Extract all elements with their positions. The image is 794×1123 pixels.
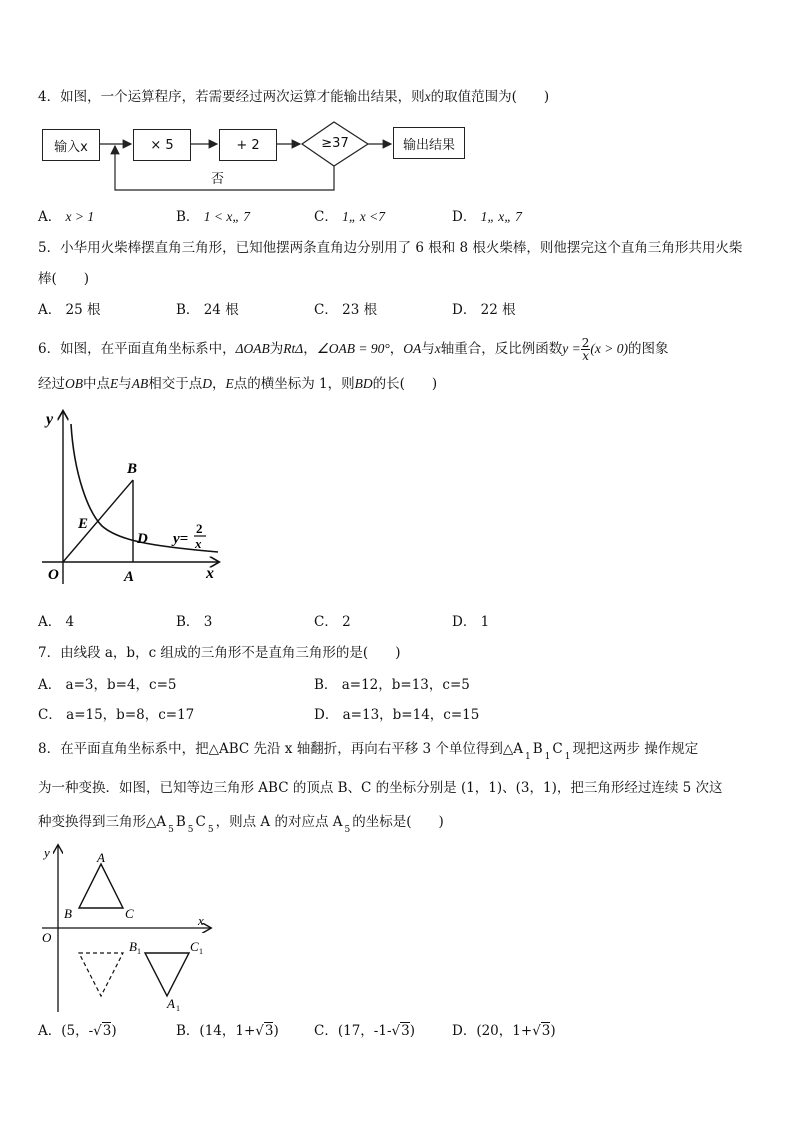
q6-segment-ob bbox=[63, 480, 133, 562]
q4-stem-text: 4．如图，一个运算程序，若需要经过两次运算才能输出结果，则 bbox=[38, 89, 425, 105]
flow-input-box: 输入x bbox=[42, 129, 100, 161]
q8-option-d[interactable]: D．(20，1+√3) bbox=[452, 1023, 556, 1039]
q7-option-c[interactable]: C． a=15，b=8，c=17 bbox=[38, 707, 195, 723]
q6-label-y: y bbox=[46, 411, 54, 428]
q8-label-a: A bbox=[97, 850, 105, 865]
q8-stem-line3: 种变换得到三角形△A $_5$ B $_5$ C $_5$ ，则点 A 的对应点 A $_5$ 的坐标是( ) bbox=[38, 814, 444, 835]
flow-output-box: 输出结果 bbox=[393, 127, 465, 159]
q8-label-c1-sub: 1 bbox=[199, 947, 203, 956]
q7-stem: 7．由线段 a，b，c 组成的三角形不是直角三角形的是( ) bbox=[38, 645, 401, 661]
q6-fraction: $\frac{2}{x}$ bbox=[581, 336, 590, 363]
q5-option-d[interactable]: D． 22 根 bbox=[452, 302, 516, 318]
q4-option-d[interactable]: D． 1„ x„ 7 bbox=[452, 209, 522, 225]
q7-option-a[interactable]: A． a=3，b=4，c=5 bbox=[38, 677, 177, 693]
q8-option-a[interactable]: A．(5，-√3) bbox=[38, 1023, 117, 1039]
q8-stem-line2: 为一种变换．如图，已知等边三角形 ABC 的顶点 B、C 的坐标分别是 (1，1)、(3，1)，把三角形经过连续 5 次这 bbox=[38, 780, 723, 796]
q6-figure bbox=[38, 404, 228, 594]
q8-triangle-abc bbox=[79, 864, 123, 908]
q6-curve-lhs: y= bbox=[173, 531, 189, 547]
q6-label-x: x bbox=[206, 565, 214, 582]
q8-option-c[interactable]: C．(17，-1-√3) bbox=[314, 1023, 415, 1039]
flow-plus2-box: + 2 bbox=[219, 129, 277, 161]
q6-stem-line1: 6．如图，在平面直角坐标系中，ΔOAB为RtΔ，∠OAB = 90°，OA与x轴重合，反比例函数y = $\frac{2}{x}$ (x > 0)的图象 bbox=[38, 336, 669, 363]
q6-option-a[interactable]: A． 4 bbox=[38, 614, 75, 630]
q8-label-y: y bbox=[44, 845, 50, 860]
q8-label-b: B bbox=[64, 906, 72, 921]
q8-label-a1: A bbox=[167, 996, 175, 1011]
q8-label-c: C bbox=[125, 906, 134, 921]
q6-curve-num: 2 bbox=[196, 521, 203, 536]
q8-triangle-reflected bbox=[79, 953, 123, 996]
q6-option-d[interactable]: D． 1 bbox=[452, 614, 490, 630]
q8-label-a1-sub: 1 bbox=[176, 1004, 180, 1013]
q5-stem-line1: 5．小华用火柴棒摆直角三角形，已知他摆两条直角边分别用了 6 根和 8 根火柴棒，则他摆完这个直角三角形共用火柴 bbox=[38, 240, 743, 256]
q8-triangle-a1b1c1 bbox=[145, 953, 189, 996]
q8-label-c1: C bbox=[190, 939, 199, 954]
q6-label-b: B bbox=[127, 461, 138, 477]
q4-option-c[interactable]: C． 1„ x <7 bbox=[314, 209, 386, 225]
q7-option-b[interactable]: B． a=12，b=13，c=5 bbox=[314, 677, 470, 693]
q8-label-o: O bbox=[42, 930, 52, 945]
q8-option-b[interactable]: B．(14，1+√3) bbox=[176, 1023, 279, 1039]
q6-label-o: O bbox=[48, 567, 59, 583]
q8-figure bbox=[38, 840, 218, 1015]
q8-stem-line1: 8．在平面直角坐标系中，把△ABC 先沿 x 轴翻折，再向右平移 3 个单位得到△A $_1$ B $_1$ C $_1$ 现把这两步 操作规定 bbox=[38, 741, 699, 762]
flow-arrows bbox=[0, 110, 480, 195]
q6-label-a: A bbox=[124, 569, 135, 585]
q6-stem-line2: 经过OB中点E与AB相交于点D，E点的横坐标为 1，则BD的长( ) bbox=[38, 376, 438, 392]
q5-option-c[interactable]: C． 23 根 bbox=[314, 302, 378, 318]
q6-option-c[interactable]: C． 2 bbox=[314, 614, 351, 630]
q5-option-a[interactable]: A． 25 根 bbox=[38, 302, 101, 318]
q6-curve-den: x bbox=[195, 536, 202, 551]
q5-option-b[interactable]: B． 24 根 bbox=[176, 302, 239, 318]
flow-times5-box: × 5 bbox=[133, 129, 191, 161]
q8-label-b1: B bbox=[129, 939, 137, 954]
flow-no-label: 否 bbox=[211, 172, 225, 187]
q5-stem-line2: 棒( ) bbox=[38, 271, 90, 287]
flow-compare-label: ≥37 bbox=[321, 136, 349, 151]
q4-stem-end: 的取值范围为( ) bbox=[430, 89, 550, 105]
q8-label-b1-sub: 1 bbox=[137, 947, 141, 956]
q4-var: x bbox=[424, 89, 431, 104]
q4-option-a[interactable]: A． x > 1 bbox=[38, 209, 95, 225]
q7-option-d[interactable]: D． a=13，b=14，c=15 bbox=[314, 707, 480, 723]
q6-label-e: E bbox=[78, 516, 89, 532]
q8-label-x: x bbox=[198, 913, 204, 928]
q4-option-b[interactable]: B． 1 < x„ 7 bbox=[176, 209, 250, 225]
q6-option-b[interactable]: B． 3 bbox=[176, 614, 213, 630]
q4-stem bbox=[38, 87, 549, 107]
q6-label-d: D bbox=[137, 531, 148, 547]
arrow-loop-back bbox=[115, 146, 334, 190]
